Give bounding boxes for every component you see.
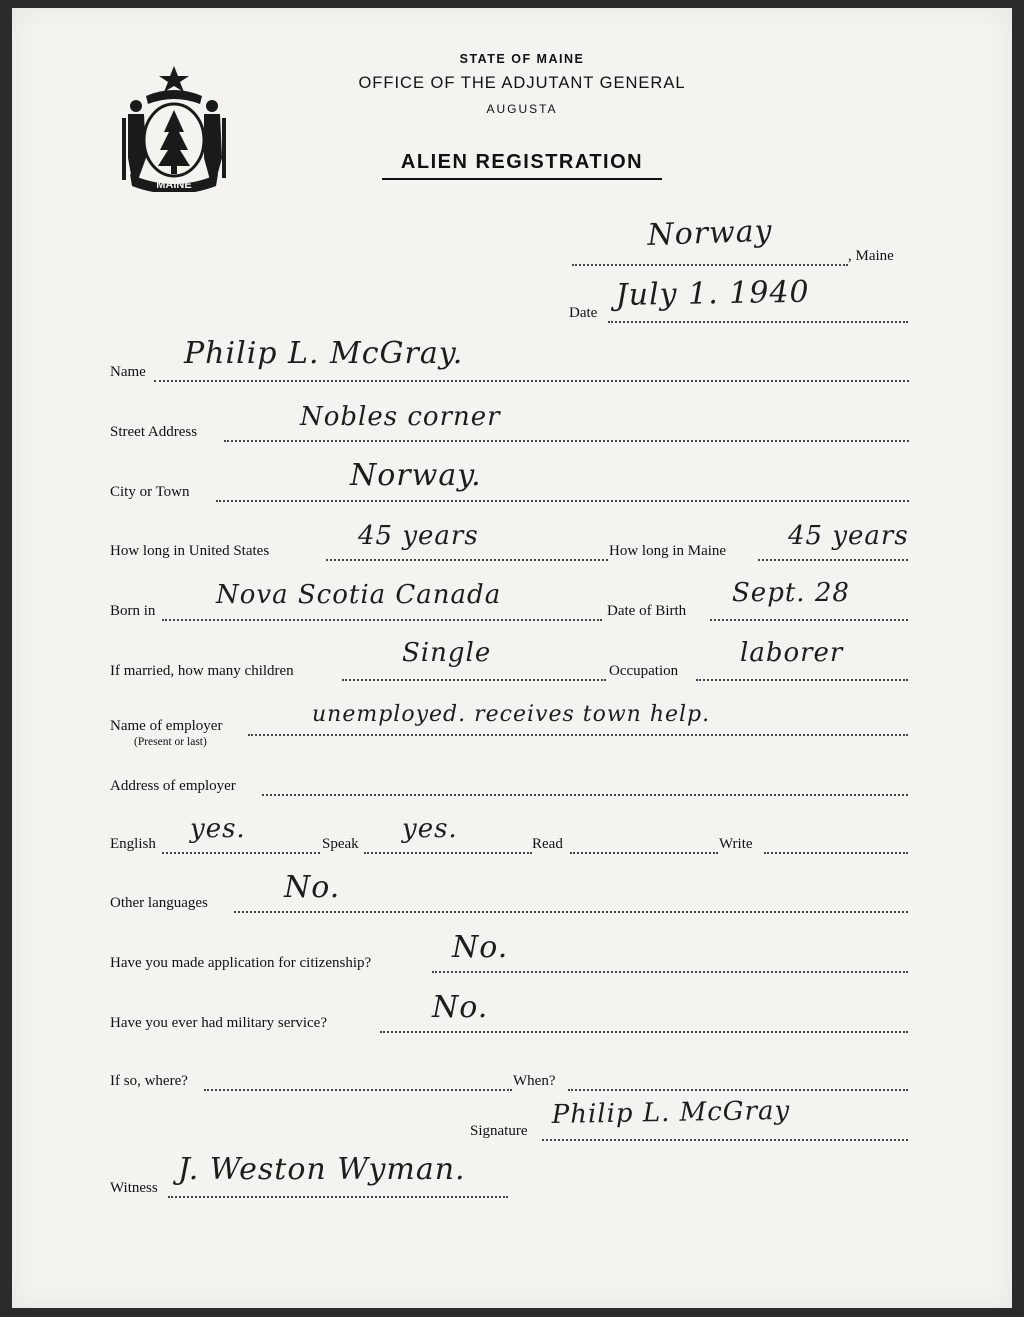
date-line (608, 321, 908, 323)
dob-label: Date of Birth (607, 603, 687, 619)
employer-address-label: Address of employer (110, 778, 236, 794)
how-long-maine-entry: 45 years (788, 521, 909, 551)
how-long-us-label: How long in United States (110, 543, 270, 559)
employer-line (248, 734, 908, 736)
when-label: When? (513, 1073, 556, 1089)
english-entry: yes. (190, 814, 246, 844)
city-entry: Norway. (350, 458, 482, 493)
svg-text:MAINE: MAINE (156, 179, 192, 191)
citizenship-line (432, 971, 908, 973)
born-in-line (162, 619, 602, 621)
street-entry: Nobles corner (300, 402, 501, 432)
state-suffix-label: , Maine (848, 248, 894, 264)
other-languages-entry: No. (284, 870, 341, 905)
occupation-line (696, 679, 908, 681)
military-entry: No. (432, 990, 489, 1025)
how-long-maine-label: How long in Maine (609, 543, 727, 559)
header-state: STATE OF MAINE (459, 52, 585, 66)
speak-label: Speak (322, 836, 359, 852)
registration-form (12, 8, 1012, 1308)
other-languages-line (234, 911, 908, 913)
married-entry: Single (402, 638, 492, 668)
married-label: If married, how many children (110, 663, 294, 679)
where-line (204, 1089, 512, 1091)
where-label: If so, where? (110, 1073, 188, 1089)
other-languages-label: Other languages (110, 895, 208, 911)
english-label: English (110, 836, 156, 852)
street-line (224, 440, 909, 442)
name-label: Name (110, 364, 146, 380)
header-city: AUGUSTA (486, 102, 558, 116)
town-line (572, 264, 848, 266)
date-entry: July 1. 1940 (615, 274, 810, 313)
form-title: ALIEN REGISTRATION (400, 151, 644, 173)
military-line (380, 1031, 908, 1033)
how-long-maine-line (758, 559, 908, 561)
read-line (570, 852, 718, 854)
city-label: City or Town (110, 484, 190, 500)
read-label: Read (532, 836, 563, 852)
employer-entry: unemployed. receives town help. (312, 702, 711, 727)
witness-label: Witness (110, 1180, 158, 1196)
when-line (568, 1089, 908, 1091)
title-underline (382, 178, 662, 180)
employer-label: Name of employer (110, 718, 223, 734)
street-label: Street Address (110, 424, 198, 440)
witness-line (168, 1196, 508, 1198)
signature-entry: Philip L. McGray (551, 1095, 791, 1130)
signature-label: Signature (470, 1123, 528, 1139)
occupation-label: Occupation (609, 663, 679, 679)
dob-entry: Sept. 28 (732, 578, 850, 608)
english-line (162, 852, 320, 854)
dob-line (710, 619, 908, 621)
town-entry: Norway (646, 213, 774, 253)
how-long-us-entry: 45 years (358, 521, 479, 551)
speak-entry: yes. (402, 814, 458, 844)
occupation-entry: laborer (740, 638, 844, 668)
born-in-label: Born in (110, 603, 156, 619)
name-line (154, 380, 909, 382)
how-long-us-line (326, 559, 608, 561)
city-line (216, 500, 909, 502)
military-label: Have you ever had military service? (110, 1015, 327, 1031)
signature-line (542, 1139, 908, 1141)
name-entry: Philip L. McGray. (184, 336, 464, 371)
date-label: Date (569, 305, 598, 321)
speak-line (364, 852, 532, 854)
write-label: Write (719, 836, 753, 852)
maine-seal-icon (116, 62, 232, 192)
born-in-entry: Nova Scotia Canada (216, 580, 502, 610)
married-line (342, 679, 606, 681)
write-line (764, 852, 908, 854)
citizenship-entry: No. (452, 930, 509, 965)
witness-entry: J. Weston Wyman. (178, 1152, 466, 1187)
header-office: OFFICE OF THE ADJUTANT GENERAL (358, 74, 686, 92)
employer-address-line (262, 794, 908, 796)
employer-sublabel: (Present or last) (134, 736, 207, 748)
citizenship-label: Have you made application for citizenship? (110, 955, 372, 971)
